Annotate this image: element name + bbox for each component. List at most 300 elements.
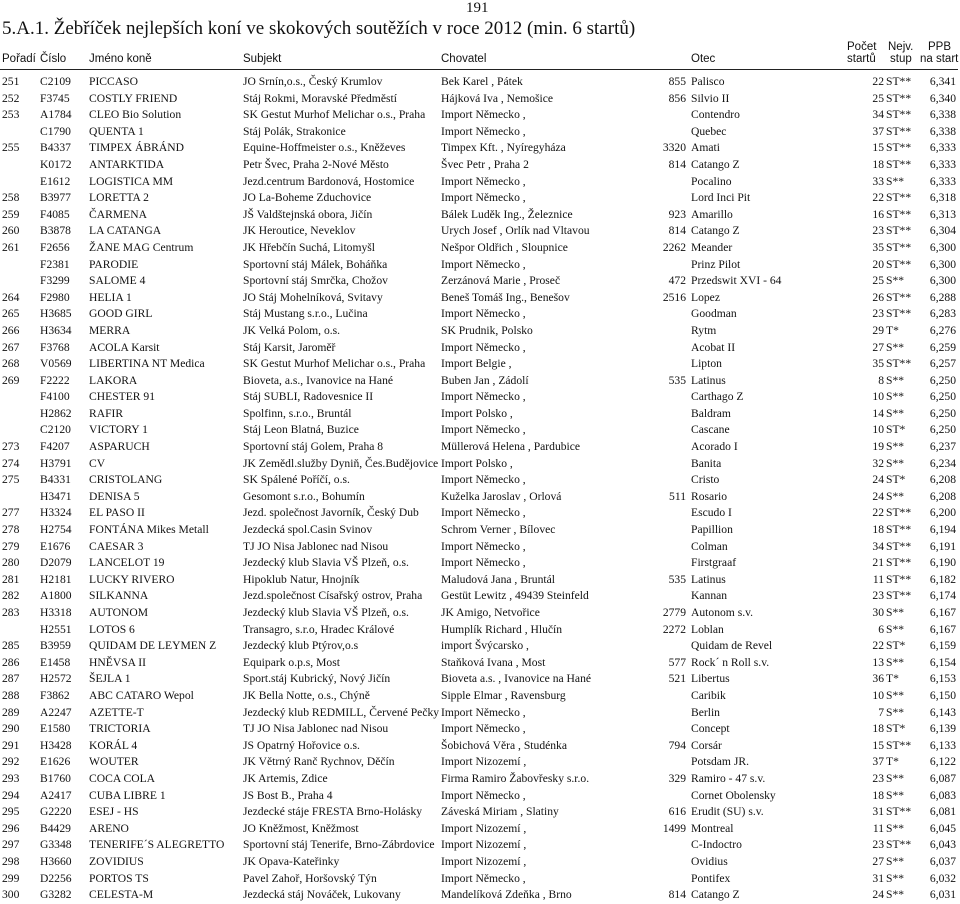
cell-horse-name: PORTOS TS: [89, 871, 149, 885]
cell-starts-count: 22: [872, 639, 884, 653]
table-row: [0, 522, 958, 539]
cell-ppb-per-start: 6,159: [929, 639, 956, 653]
cell-best-level: ST*: [886, 423, 906, 437]
cell-ppb-per-start: 6,300: [929, 274, 956, 288]
cell-subject: JK Větrný Ranč Rychnov, Děčín: [243, 755, 395, 769]
cell-order: 283: [2, 606, 20, 619]
cell-breeder: Import Belgie ,: [441, 357, 512, 371]
cell-order: 288: [2, 688, 20, 702]
cell-breeder: Import Německo ,: [441, 705, 526, 719]
cell-sire: Ramiro - 47 s.v.: [691, 771, 766, 785]
cell-breeder-code: 923: [668, 207, 686, 221]
cell-breeder: Import Nizozemí ,: [441, 838, 527, 852]
cell-ppb-per-start: 6,276: [929, 323, 956, 337]
cell-number: H2551: [40, 622, 72, 636]
cell-subject: TJ JO Nisa Jablonec nad Nisou: [243, 722, 389, 736]
cell-subject: Stáj Leon Blatná, Buzice: [243, 423, 359, 437]
cell-starts-count: 23: [872, 307, 884, 321]
cell-number: B4337: [40, 141, 71, 155]
cell-ppb-per-start: 6,333: [929, 141, 956, 155]
cell-number: F3862: [40, 688, 70, 702]
cell-number: B3959: [40, 639, 71, 653]
cell-horse-name: ASPARUCH: [89, 440, 150, 454]
cell-sire: Quebec: [691, 124, 727, 138]
cell-sire: Montreal: [691, 821, 734, 835]
cell-horse-name: RAFIR: [89, 406, 124, 420]
cell-number: D2256: [40, 871, 72, 885]
cell-best-level: ST**: [886, 191, 912, 205]
cell-best-level: S**: [886, 406, 905, 420]
cell-subject: Sportovní stáj Golem, Praha 8: [243, 440, 384, 454]
cell-subject: Jezdecký klub Slavia VŠ Plzeň, o.s.: [243, 606, 409, 619]
cell-order: 274: [2, 456, 20, 470]
cell-breeder-code: 794: [668, 738, 686, 752]
cell-subject: JK Artemis, Zdice: [243, 771, 328, 785]
cell-breeder: Import Německo ,: [441, 390, 526, 404]
cell-starts-count: 8: [878, 373, 884, 387]
cell-ppb-per-start: 6,333: [929, 174, 956, 188]
cell-breeder-code: 511: [669, 489, 686, 503]
cell-subject: Jezd. společnost Javorník, Český Dub: [243, 506, 419, 520]
cell-number: E1580: [40, 722, 71, 736]
cell-number: F3768: [40, 340, 70, 354]
cell-number: G3348: [40, 838, 72, 852]
cell-order: 279: [2, 539, 20, 553]
cell-horse-name: AUTONOM: [89, 606, 149, 619]
cell-subject: Spolfinn, s.r.o., Bruntál: [243, 406, 352, 420]
cell-breeder: Bek Karel , Pátek: [441, 75, 523, 88]
cell-breeder: Urych Josef , Orlík nad Vltavou: [441, 224, 590, 238]
header-horse: Jméno koně: [89, 53, 152, 65]
cell-number: A1784: [40, 108, 72, 122]
cell-order: 258: [2, 191, 20, 205]
cell-number: F4085: [40, 207, 70, 221]
cell-breeder: Import Polsko ,: [441, 456, 513, 470]
cell-ppb-per-start: 6,313: [929, 207, 956, 221]
cell-subject: Sportovní stáj Málek, Boháňka: [243, 257, 388, 271]
cell-ppb-per-start: 6,167: [929, 622, 956, 636]
cell-best-level: ST**: [886, 207, 912, 221]
cell-order: 293: [2, 771, 20, 785]
cell-ppb-per-start: 6,333: [929, 157, 956, 171]
cell-horse-name: WOUTER: [89, 755, 139, 769]
cell-breeder: Firma Ramiro Žabovřesky s.r.o.: [441, 771, 590, 785]
cell-starts-count: 29: [872, 323, 884, 337]
cell-number: H3685: [40, 307, 72, 321]
cell-horse-name: ČARMENA: [89, 207, 147, 221]
cell-ppb-per-start: 6,234: [929, 456, 956, 470]
cell-number: F3299: [40, 274, 70, 288]
cell-sire: Lord Inci Pit: [691, 191, 751, 205]
table-row: [0, 273, 958, 290]
cell-breeder: Záveská Miriam , Slatiny: [441, 805, 559, 819]
cell-order: 294: [2, 788, 20, 802]
cell-starts-count: 23: [872, 589, 884, 603]
cell-breeder: Humplík Richard , Hlučín: [441, 622, 563, 636]
cell-sire: Silvio II: [691, 91, 730, 105]
cell-starts-count: 33: [872, 174, 884, 188]
cell-horse-name: ESEJ - HS: [89, 805, 139, 819]
cell-horse-name: ABC CATARO Wepol: [89, 688, 194, 702]
table-row: [0, 821, 958, 838]
cell-starts-count: 15: [872, 738, 884, 752]
cell-subject: JŠ Valdštejnská obora, Jičín: [243, 207, 373, 221]
cell-breeder: Import Německo ,: [441, 539, 526, 553]
table-row: [0, 754, 958, 771]
cell-breeder: Gestüt Lewitz , 49439 Steinfeld: [441, 589, 589, 603]
cell-starts-count: 32: [872, 456, 884, 470]
cell-order: 290: [2, 722, 20, 736]
cell-order: 287: [2, 672, 20, 686]
cell-number: B4429: [40, 821, 71, 835]
cell-best-level: S**: [886, 888, 905, 902]
cell-ppb-per-start: 6,304: [929, 224, 956, 238]
cell-subject: Sportovní stáj Smrčka, Chožov: [243, 274, 388, 288]
cell-number: K0172: [40, 157, 72, 171]
cell-breeder-code: 472: [668, 274, 686, 288]
cell-horse-name: CELESTA-M: [89, 888, 154, 902]
cell-starts-count: 15: [872, 141, 884, 155]
cell-best-level: ST*: [886, 722, 906, 736]
cell-breeder-code: 3320: [662, 141, 686, 155]
cell-starts-count: 24: [872, 473, 884, 487]
cell-number: V0569: [40, 357, 72, 371]
cell-horse-name: TIMPEX ÁBRÁND: [89, 141, 185, 155]
table-row: [0, 854, 958, 871]
table-row: [0, 688, 958, 705]
cell-breeder: Import Nizozemí ,: [441, 854, 527, 868]
page-title: 5.A.1. Žebříček nejlepších koní ve skokových soutěžích v roce 2012 (min. 6 startů): [2, 18, 636, 39]
cell-horse-name: HNĚVSA II: [89, 655, 147, 669]
table-row: [0, 605, 958, 622]
cell-breeder: Nešpor Oldřich , Sloupnice: [441, 240, 568, 254]
cell-ppb-per-start: 6,259: [929, 340, 956, 354]
cell-number: G3282: [40, 888, 72, 902]
cell-number: F2381: [40, 257, 70, 271]
cell-sire: Amati: [691, 141, 720, 155]
cell-subject: Jezdecký klub Ptýrov,o.s: [243, 639, 359, 653]
cell-ppb-per-start: 6,154: [929, 655, 956, 669]
cell-starts-count: 36: [872, 672, 884, 686]
header-rule: [0, 69, 958, 70]
cell-best-level: ST*: [886, 639, 906, 653]
cell-starts-count: 6: [878, 622, 884, 636]
cell-breeder-code: 2262: [662, 240, 686, 254]
header-sire: Otec: [691, 53, 716, 65]
cell-breeder: Import Německo ,: [441, 257, 526, 271]
cell-subject: JS Bost B., Praha 4: [243, 788, 333, 802]
cell-sire: Rock´ n Roll s.v.: [691, 655, 770, 669]
cell-horse-name: LA CATANGA: [89, 224, 162, 238]
cell-subject: TJ JO Nisa Jablonec nad Nisou: [243, 539, 389, 553]
cell-sire: Ovidius: [691, 854, 728, 868]
cell-ppb-per-start: 6,250: [929, 406, 956, 420]
cell-number: H3791: [40, 456, 72, 470]
cell-number: H3634: [40, 323, 72, 337]
header-order: Pořadí: [2, 53, 36, 65]
cell-breeder: Kuželka Jaroslav , Orlová: [441, 489, 562, 503]
cell-order: 289: [2, 705, 20, 719]
cell-horse-name: ACOLA Karsit: [89, 340, 160, 354]
cell-horse-name: CV: [89, 456, 106, 470]
cell-horse-name: KORÁL 4: [89, 738, 138, 752]
cell-best-level: S**: [886, 489, 905, 503]
cell-breeder: Timpex Kft. , Nyíregyháza: [441, 141, 566, 155]
cell-ppb-per-start: 6,087: [929, 771, 956, 785]
cell-subject: JK Zemědl.služby Dyniň, Čes.Budějovice: [243, 456, 439, 470]
table-row: [0, 771, 958, 788]
cell-starts-count: 19: [872, 440, 884, 454]
cell-best-level: ST**: [886, 75, 912, 88]
cell-horse-name: ANTARKTIDA: [89, 157, 165, 171]
cell-best-level: S**: [886, 821, 905, 835]
cell-ppb-per-start: 6,300: [929, 240, 956, 254]
cell-horse-name: ŽANE MAG Centrum: [89, 240, 194, 254]
cell-best-level: S**: [886, 871, 905, 885]
cell-breeder-code: 2779: [662, 606, 686, 619]
cell-breeder-code: 329: [668, 771, 686, 785]
cell-best-level: ST**: [886, 257, 912, 271]
cell-number: A2417: [40, 788, 72, 802]
cell-sire: Catango Z: [691, 157, 740, 171]
cell-sire: Latinus: [691, 373, 726, 387]
cell-horse-name: CHESTER 91: [89, 390, 156, 404]
cell-breeder: Import Německo ,: [441, 722, 526, 736]
cell-starts-count: 23: [872, 838, 884, 852]
cell-breeder: Maludová Jana , Bruntál: [441, 572, 555, 586]
header-breeder: Chovatel: [441, 53, 487, 65]
cell-starts-count: 18: [872, 788, 884, 802]
page-number: 191: [466, 0, 489, 16]
cell-breeder-code: 577: [668, 655, 686, 669]
cell-horse-name: ZOVIDIUS: [89, 854, 144, 868]
cell-number: H2181: [40, 572, 72, 586]
cell-number: C1790: [40, 124, 71, 138]
cell-horse-name: LANCELOT 19: [89, 556, 165, 570]
cell-horse-name: LAKORA: [89, 373, 138, 387]
cell-ppb-per-start: 6,283: [929, 307, 956, 321]
cell-subject: Stáj Rokmi, Moravské Předměstí: [243, 91, 397, 105]
cell-sire: Contendro: [691, 108, 740, 122]
cell-starts-count: 23: [872, 224, 884, 238]
cell-horse-name: CUBA LIBRE 1: [89, 788, 166, 802]
cell-starts-count: 7: [878, 705, 884, 719]
cell-starts-count: 25: [872, 274, 884, 288]
cell-order: 255: [2, 141, 20, 155]
cell-horse-name: HELIA 1: [89, 290, 132, 304]
cell-order: 277: [2, 506, 20, 520]
cell-order: 273: [2, 440, 20, 454]
cell-number: B3977: [40, 191, 71, 205]
cell-order: 299: [2, 871, 20, 885]
table-row: [0, 290, 958, 307]
cell-order: 275: [2, 473, 20, 487]
cell-breeder: Import Německo ,: [441, 506, 526, 520]
cell-ppb-per-start: 6,032: [929, 871, 956, 885]
cell-order: 280: [2, 556, 20, 570]
cell-subject: JO La-Boheme Zduchovice: [243, 191, 372, 205]
cell-number: E1626: [40, 755, 71, 769]
cell-number: H3660: [40, 854, 72, 868]
cell-starts-count: 35: [872, 357, 884, 371]
cell-horse-name: PICCASO: [89, 75, 138, 88]
cell-subject: JO Kněžmost, Kněžmost: [243, 821, 359, 835]
cell-sire: Latinus: [691, 572, 726, 586]
cell-subject: Jezdecký klub REDMILL, Červené Pečky: [243, 705, 439, 719]
cell-horse-name: AZETTE-T: [89, 705, 144, 719]
cell-horse-name: PARODIE: [89, 257, 139, 271]
cell-ppb-per-start: 6,043: [929, 838, 956, 852]
cell-number: C2109: [40, 75, 71, 88]
cell-subject: SK Spálené Poříčí, o.s.: [243, 473, 350, 487]
cell-sire: Loblan: [691, 622, 724, 636]
cell-order: 295: [2, 805, 20, 819]
cell-breeder-code: 535: [668, 572, 686, 586]
cell-subject: Gesomont s.r.o., Bohumín: [243, 489, 365, 503]
cell-order: 292: [2, 755, 20, 769]
cell-starts-count: 31: [872, 805, 884, 819]
table-row: [0, 705, 958, 722]
cell-horse-name: LUCKY RIVERO: [89, 572, 175, 586]
cell-ppb-per-start: 6,250: [929, 373, 956, 387]
cell-subject: Stáj Karsit, Jaroměř: [243, 340, 336, 354]
cell-ppb-per-start: 6,139: [929, 722, 956, 736]
cell-subject: Stáj Polák, Strakonice: [243, 124, 346, 138]
cell-ppb-per-start: 6,190: [929, 556, 956, 570]
header-starts-line1: Počet: [847, 41, 877, 53]
cell-best-level: ST**: [886, 539, 912, 553]
cell-starts-count: 11: [872, 821, 884, 835]
table-row: [0, 572, 958, 589]
cell-sire: Carthago Z: [691, 390, 744, 404]
cell-best-level: S**: [886, 606, 905, 619]
cell-best-level: T*: [886, 323, 899, 337]
cell-ppb-per-start: 6,300: [929, 257, 956, 271]
table-row: [0, 539, 958, 556]
cell-horse-name: DENISA 5: [89, 489, 140, 503]
cell-starts-count: 34: [872, 539, 884, 553]
cell-starts-count: 10: [872, 688, 884, 702]
table-row: [0, 373, 958, 390]
cell-number: B4331: [40, 473, 71, 487]
cell-ppb-per-start: 6,174: [929, 589, 956, 603]
table-row: [0, 107, 958, 124]
cell-starts-count: 11: [872, 572, 884, 586]
cell-breeder: Staňková Ivana , Most: [441, 655, 546, 669]
cell-breeder: Import Německo ,: [441, 788, 526, 802]
cell-sire: Rytm: [691, 323, 717, 337]
cell-breeder: Schrom Verner , Bílovec: [441, 523, 556, 537]
cell-breeder-code: 2272: [662, 622, 686, 636]
table-row: [0, 124, 958, 141]
cell-best-level: ST**: [886, 108, 912, 122]
cell-sire: Prinz Pilot: [691, 257, 741, 271]
cell-ppb-per-start: 6,167: [929, 606, 956, 619]
cell-best-level: S**: [886, 688, 905, 702]
table-row: [0, 638, 958, 655]
cell-subject: Jezdecký klub Slavia VŠ Plzeň, o.s.: [243, 556, 409, 570]
cell-best-level: ST**: [886, 805, 912, 819]
cell-starts-count: 22: [872, 191, 884, 205]
cell-ppb-per-start: 6,250: [929, 423, 956, 437]
cell-number: H3318: [40, 606, 72, 619]
cell-subject: Jezdecké stáje FRESTA Brno-Holásky: [243, 805, 423, 819]
cell-order: 298: [2, 854, 20, 868]
cell-best-level: ST**: [886, 124, 912, 138]
cell-sire: Caribik: [691, 688, 726, 702]
cell-subject: Hipoklub Natur, Hnojník: [243, 572, 360, 586]
cell-sire: Catango Z: [691, 224, 740, 238]
cell-best-level: S**: [886, 274, 905, 288]
cell-order: 261: [2, 240, 20, 254]
cell-breeder: Sipple Elmar , Ravensburg: [441, 688, 566, 702]
cell-ppb-per-start: 6,083: [929, 788, 956, 802]
cell-order: 296: [2, 821, 20, 835]
cell-horse-name: TRICTORIA: [89, 722, 151, 736]
table-row: [0, 788, 958, 805]
cell-breeder: SK Prudnik, Polsko: [441, 323, 533, 337]
cell-order: 269: [2, 373, 20, 387]
cell-subject: Equipark o.p.s, Most: [243, 655, 340, 669]
cell-best-level: S**: [886, 456, 905, 470]
cell-number: H3324: [40, 506, 72, 520]
cell-starts-count: 22: [872, 506, 884, 520]
cell-best-level: S**: [886, 390, 905, 404]
cell-subject: Jezdecká spol.Casin Svinov: [243, 523, 373, 537]
cell-order: 265: [2, 307, 20, 321]
cell-order: 259: [2, 207, 20, 221]
cell-breeder: Import Nizozemí ,: [441, 821, 527, 835]
cell-horse-name: TENERIFE´S ALEGRETTO: [89, 838, 225, 852]
cell-subject: Jezd.centrum Bardonová, Hostomice: [243, 174, 415, 188]
cell-breeder: Import Polsko ,: [441, 406, 513, 420]
cell-ppb-per-start: 6,194: [929, 523, 956, 537]
cell-horse-name: SILKANNA: [89, 589, 149, 603]
ranking-table-body: [0, 74, 958, 904]
cell-sire: Colman: [691, 539, 728, 553]
cell-subject: Bioveta, a.s., Ivanovice na Hané: [243, 373, 394, 387]
cell-best-level: ST**: [886, 357, 912, 371]
cell-sire: Goodman: [691, 307, 737, 321]
table-row: [0, 207, 958, 224]
cell-breeder: Import Německo ,: [441, 307, 526, 321]
table-row: [0, 439, 958, 456]
cell-starts-count: 10: [872, 423, 884, 437]
cell-starts-count: 14: [872, 406, 884, 420]
cell-order: 251: [2, 75, 20, 88]
cell-horse-name: COSTLY FRIEND: [89, 91, 178, 105]
cell-order: 285: [2, 639, 20, 653]
cell-sire: Lopez: [691, 290, 720, 304]
cell-number: F2656: [40, 240, 70, 254]
cell-number: A2247: [40, 705, 72, 719]
header-number: Číslo: [40, 53, 67, 65]
cell-sire: Cristo: [691, 473, 720, 487]
cell-ppb-per-start: 6,122: [929, 755, 956, 769]
cell-breeder-code: 1499: [662, 821, 686, 835]
table-row: [0, 505, 958, 522]
cell-ppb-per-start: 6,318: [929, 191, 956, 205]
cell-sire: Corsár: [691, 738, 722, 752]
cell-subject: SK Gestut Murhof Melichar o.s., Praha: [243, 357, 426, 371]
cell-breeder: import Švýcarsko ,: [441, 639, 529, 653]
cell-subject: JO Srnín,o.s., Český Krumlov: [243, 75, 383, 88]
cell-breeder: Švec Petr , Praha 2: [441, 157, 529, 171]
header-subject: Subjekt: [243, 53, 282, 65]
cell-ppb-per-start: 6,338: [929, 108, 956, 122]
cell-breeder: Import Německo ,: [441, 124, 526, 138]
table-row: [0, 671, 958, 688]
